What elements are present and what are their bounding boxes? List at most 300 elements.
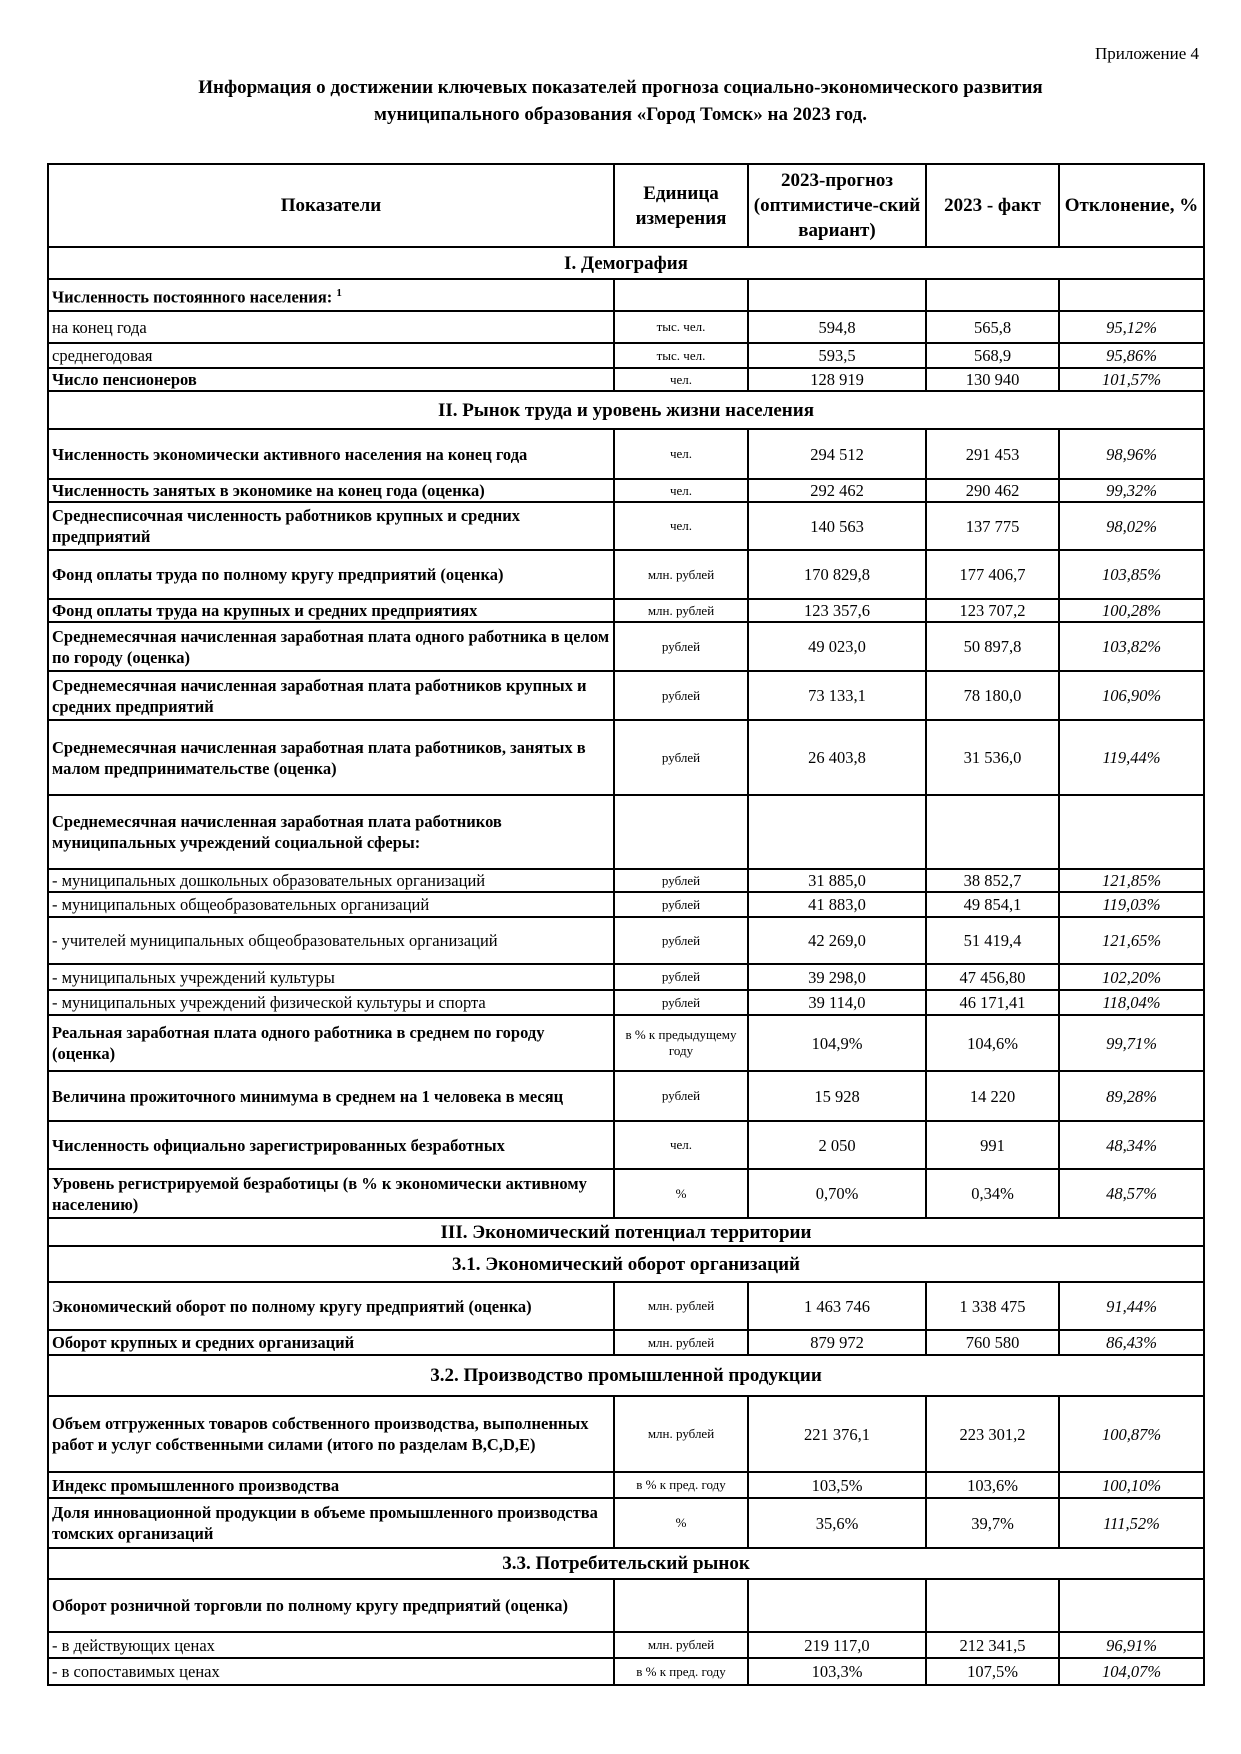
indicator-cell-text: - муниципальных дошкольных образовательных организаций bbox=[52, 871, 486, 890]
indicator-cell-text: Среднемесячная начисленная заработная плата работников, занятых в малом предпринимательстве (оценка) bbox=[52, 737, 586, 778]
deviation-cell-text: 118,04% bbox=[1102, 993, 1161, 1012]
forecast-cell-text: 593,5 bbox=[818, 346, 856, 365]
deviation-cell bbox=[1059, 502, 1204, 550]
fact-cell bbox=[926, 1282, 1059, 1330]
unit-cell bbox=[614, 795, 748, 869]
deviation-cell-text: 86,43% bbox=[1106, 1333, 1157, 1352]
deviation-cell bbox=[1059, 550, 1204, 599]
unit-cell bbox=[614, 1015, 748, 1071]
indicator-cell bbox=[48, 622, 614, 671]
table-row bbox=[48, 1396, 1204, 1472]
forecast-cell bbox=[748, 990, 926, 1015]
section-title: III. Экономический потенциал территории bbox=[48, 1218, 1204, 1246]
table-row bbox=[48, 599, 1204, 622]
fact-cell-text: 39,7% bbox=[971, 1513, 1014, 1533]
header-indicator: Показатели bbox=[48, 164, 614, 247]
fact-cell-text: 104,6% bbox=[967, 1033, 1018, 1053]
fact-cell-text: 760 580 bbox=[965, 1333, 1020, 1352]
deviation-cell-text: 104,07% bbox=[1101, 1662, 1162, 1681]
unit-cell-text: тыс. чел. bbox=[656, 319, 706, 334]
fact-cell bbox=[926, 1121, 1059, 1169]
unit-cell-text: чел. bbox=[669, 482, 693, 498]
deviation-cell bbox=[1059, 368, 1204, 391]
forecast-cell bbox=[748, 720, 926, 795]
unit-cell bbox=[614, 550, 748, 599]
indicator-cell bbox=[48, 429, 614, 479]
forecast-cell bbox=[748, 368, 926, 391]
indicator-cell-text: Оборот розничной торговли по полному кругу предприятий (оценка) bbox=[52, 1596, 569, 1615]
unit-cell bbox=[614, 502, 748, 550]
indicator-cell bbox=[48, 550, 614, 599]
deviation-cell-text: 48,34% bbox=[1106, 1135, 1157, 1155]
table-row bbox=[48, 1498, 1204, 1548]
fact-cell-text: 78 180,0 bbox=[963, 686, 1022, 705]
deviation-cell bbox=[1059, 869, 1204, 892]
appendix-label: Приложение 4 bbox=[1095, 44, 1199, 63]
forecast-cell bbox=[748, 671, 926, 720]
deviation-cell bbox=[1059, 479, 1204, 502]
deviation-cell bbox=[1059, 1632, 1204, 1658]
unit-cell-text: чел. bbox=[669, 518, 693, 533]
forecast-cell-text: 128 919 bbox=[810, 370, 864, 389]
forecast-cell-text: 31 885,0 bbox=[808, 871, 866, 890]
indicator-cell-text: Среднемесячная начисленная заработная плата работников муниципальных учреждений социальной сферы: bbox=[52, 812, 502, 852]
unit-cell-text: млн. рублей bbox=[647, 1637, 715, 1652]
table-row bbox=[48, 1579, 1204, 1632]
section-row bbox=[48, 247, 1204, 279]
fact-cell-text: 47 456,80 bbox=[959, 967, 1026, 987]
forecast-cell-text: 140 563 bbox=[810, 516, 864, 536]
forecast-cell bbox=[748, 429, 926, 479]
fact-cell bbox=[926, 720, 1059, 795]
fact-cell-text: 212 341,5 bbox=[959, 1635, 1026, 1655]
table-row bbox=[48, 343, 1204, 368]
indicator-cell bbox=[48, 1330, 614, 1355]
deviation-cell-text: 99,32% bbox=[1106, 481, 1157, 500]
header-forecast: 2023-прогноз (оптимистиче-ский вариант) bbox=[748, 164, 926, 247]
table-row bbox=[48, 892, 1204, 917]
indicator-cell-text: Численность занятых в экономике на конец года (оценка) bbox=[52, 481, 485, 500]
unit-cell bbox=[614, 479, 748, 502]
table-row bbox=[48, 1472, 1204, 1498]
fact-cell bbox=[926, 1330, 1059, 1355]
deviation-cell-text: 119,44% bbox=[1102, 748, 1161, 767]
fact-cell bbox=[926, 550, 1059, 599]
forecast-cell-text: 49 023,0 bbox=[808, 637, 866, 656]
unit-cell-text: % bbox=[675, 1185, 687, 1201]
unit-cell-text: рублей bbox=[661, 994, 701, 1010]
unit-cell bbox=[614, 1498, 748, 1548]
indicator-cell bbox=[48, 1015, 614, 1071]
forecast-cell-text: 41 883,0 bbox=[808, 895, 866, 914]
table-row bbox=[48, 479, 1204, 502]
unit-cell-text: рублей bbox=[661, 932, 701, 948]
fact-cell bbox=[926, 1658, 1059, 1685]
indicator-cell-text: Число пенсионеров bbox=[52, 370, 197, 389]
fact-cell bbox=[926, 1472, 1059, 1498]
unit-cell-text: в % к пред. году bbox=[636, 1663, 726, 1679]
indicator-cell bbox=[48, 1658, 614, 1685]
forecast-cell-text: 294 512 bbox=[810, 444, 864, 464]
unit-cell-text: рублей bbox=[661, 896, 701, 912]
indicator-cell bbox=[48, 720, 614, 795]
section-title: 3.1. Экономический оборот организаций bbox=[48, 1246, 1204, 1282]
fact-cell bbox=[926, 671, 1059, 720]
section-row bbox=[48, 1246, 1204, 1282]
indicator-cell bbox=[48, 368, 614, 391]
forecast-cell bbox=[748, 1282, 926, 1330]
indicator-cell bbox=[48, 1632, 614, 1658]
unit-cell bbox=[614, 1071, 748, 1121]
table-row bbox=[48, 311, 1204, 343]
deviation-cell bbox=[1059, 917, 1204, 964]
indicator-cell bbox=[48, 1472, 614, 1498]
fact-cell-text: 51 419,4 bbox=[963, 931, 1022, 950]
unit-cell bbox=[614, 892, 748, 917]
deviation-cell-text: 106,90% bbox=[1101, 686, 1162, 705]
forecast-cell-text: 26 403,8 bbox=[808, 748, 866, 767]
deviation-cell-text: 98,02% bbox=[1106, 516, 1157, 536]
unit-cell bbox=[614, 671, 748, 720]
forecast-cell bbox=[748, 1121, 926, 1169]
indicator-cell-text: Среднемесячная начисленная заработная плата работников крупных и средних предприятий bbox=[52, 675, 587, 716]
footnote-marker: 1 bbox=[336, 286, 342, 299]
forecast-cell-text: 594,8 bbox=[818, 317, 856, 337]
indicator-cell-text: Индекс промышленного производства bbox=[52, 1475, 340, 1495]
deviation-cell-text: 89,28% bbox=[1106, 1086, 1157, 1106]
table-row bbox=[48, 429, 1204, 479]
section-title: 3.3. Потребительский рынок bbox=[48, 1548, 1204, 1579]
unit-cell bbox=[614, 1632, 748, 1658]
indicator-cell bbox=[48, 1579, 614, 1632]
fact-cell bbox=[926, 1169, 1059, 1218]
fact-cell-text: 103,6% bbox=[967, 1475, 1018, 1495]
indicator-cell-text: - в действующих ценах bbox=[52, 1635, 215, 1655]
fact-cell bbox=[926, 279, 1059, 311]
unit-cell bbox=[614, 599, 748, 622]
title-line-1: Информация о достижении ключевых показателей прогноза социально-экономического развития bbox=[198, 77, 1043, 98]
table-row bbox=[48, 671, 1204, 720]
forecast-cell bbox=[748, 622, 926, 671]
forecast-cell bbox=[748, 1472, 926, 1498]
forecast-cell bbox=[748, 550, 926, 599]
deviation-cell-text: 103,85% bbox=[1101, 565, 1162, 584]
table-row bbox=[48, 795, 1204, 869]
fact-cell bbox=[926, 599, 1059, 622]
table-row bbox=[48, 1169, 1204, 1218]
indicator-cell-text: Фонд оплаты труда на крупных и средних предприятиях bbox=[52, 601, 478, 620]
forecast-cell-text: 42 269,0 bbox=[808, 931, 866, 950]
indicator-cell-text: Численность постоянного населения: bbox=[52, 287, 333, 307]
forecast-cell-text: 104,9% bbox=[811, 1033, 863, 1053]
deviation-cell-text: 95,86% bbox=[1106, 346, 1157, 365]
indicator-cell bbox=[48, 671, 614, 720]
unit-cell-text: чел. bbox=[669, 371, 693, 387]
forecast-cell-text: 35,6% bbox=[815, 1513, 859, 1533]
forecast-cell-text: 0,70% bbox=[815, 1184, 859, 1203]
fact-cell bbox=[926, 311, 1059, 343]
unit-cell bbox=[614, 1396, 748, 1472]
forecast-cell bbox=[748, 343, 926, 368]
fact-cell-text: 46 171,41 bbox=[959, 993, 1026, 1012]
section-title: I. Демография bbox=[48, 247, 1204, 279]
deviation-cell bbox=[1059, 964, 1204, 990]
forecast-cell bbox=[748, 1169, 926, 1218]
deviation-cell-text: 121,65% bbox=[1101, 931, 1162, 950]
fact-cell bbox=[926, 1632, 1059, 1658]
unit-cell bbox=[614, 368, 748, 391]
table-row bbox=[48, 1330, 1204, 1355]
deviation-cell bbox=[1059, 1282, 1204, 1330]
deviation-cell-text: 48,57% bbox=[1106, 1184, 1157, 1203]
forecast-cell-text: 15 928 bbox=[814, 1086, 860, 1106]
forecast-cell bbox=[748, 311, 926, 343]
indicators-table bbox=[47, 163, 1205, 1686]
unit-cell bbox=[614, 964, 748, 990]
indicator-cell bbox=[48, 1169, 614, 1218]
fact-cell-text: 991 bbox=[980, 1135, 1005, 1155]
fact-cell bbox=[926, 479, 1059, 502]
section-title: 3.2. Производство промышленной продукции bbox=[48, 1355, 1204, 1396]
indicator-cell-text: - в сопоставимых ценах bbox=[52, 1662, 220, 1681]
forecast-cell-text: 1 463 746 bbox=[804, 1296, 870, 1316]
unit-cell-text: тыс. чел. bbox=[656, 347, 706, 363]
forecast-cell bbox=[748, 917, 926, 964]
forecast-cell-text: 170 829,8 bbox=[804, 565, 870, 584]
table-row bbox=[48, 869, 1204, 892]
forecast-cell-text: 73 133,1 bbox=[808, 686, 866, 705]
forecast-cell bbox=[748, 1658, 926, 1685]
indicator-cell bbox=[48, 279, 614, 311]
table-row bbox=[48, 502, 1204, 550]
indicator-cell bbox=[48, 1071, 614, 1121]
deviation-cell-text: 111,52% bbox=[1103, 1513, 1160, 1533]
forecast-cell bbox=[748, 1330, 926, 1355]
fact-cell-text: 107,5% bbox=[967, 1662, 1018, 1681]
fact-cell bbox=[926, 990, 1059, 1015]
deviation-cell bbox=[1059, 311, 1204, 343]
forecast-cell bbox=[748, 1071, 926, 1121]
deviation-cell-text: 100,87% bbox=[1101, 1424, 1162, 1444]
unit-cell-text: рублей bbox=[661, 687, 701, 703]
forecast-cell-text: 103,5% bbox=[811, 1475, 863, 1495]
indicator-cell bbox=[48, 599, 614, 622]
section-title: II. Рынок труда и уровень жизни населения bbox=[48, 391, 1204, 429]
indicator-cell-text: - муниципальных общеобразовательных организаций bbox=[52, 895, 430, 914]
deviation-cell-text: 103,82% bbox=[1101, 637, 1162, 656]
fact-cell-text: 49 854,1 bbox=[963, 895, 1022, 914]
indicator-cell-text: Экономический оборот по полному кругу предприятий (оценка) bbox=[52, 1296, 532, 1316]
indicator-cell-text: - муниципальных учреждений культуры bbox=[52, 967, 335, 987]
fact-cell-text: 290 462 bbox=[965, 481, 1020, 500]
indicator-cell-text: Реальная заработная плата одного работника в среднем по городу (оценка) bbox=[52, 1023, 545, 1063]
table-row bbox=[48, 1121, 1204, 1169]
unit-cell bbox=[614, 279, 748, 311]
deviation-cell bbox=[1059, 671, 1204, 720]
fact-cell bbox=[926, 368, 1059, 391]
indicator-cell bbox=[48, 1121, 614, 1169]
unit-cell-text: чел. bbox=[669, 1137, 693, 1152]
unit-cell bbox=[614, 311, 748, 343]
unit-cell-text: млн. рублей bbox=[647, 1298, 715, 1313]
indicator-cell bbox=[48, 892, 614, 917]
deviation-cell bbox=[1059, 622, 1204, 671]
forecast-cell-text: 219 117,0 bbox=[804, 1635, 870, 1655]
deviation-cell bbox=[1059, 429, 1204, 479]
forecast-cell-text: 2 050 bbox=[818, 1135, 856, 1155]
indicator-cell-text: Численность экономически активного населения на конец года bbox=[52, 444, 528, 464]
table-row bbox=[48, 368, 1204, 391]
fact-cell bbox=[926, 343, 1059, 368]
fact-cell-text: 177 406,7 bbox=[959, 565, 1026, 584]
indicator-cell-text: Среднемесячная начисленная заработная плата одного работника в целом по городу (оценка) bbox=[52, 626, 610, 667]
unit-cell-text: рублей bbox=[661, 969, 701, 984]
forecast-cell bbox=[748, 599, 926, 622]
unit-cell bbox=[614, 1121, 748, 1169]
unit-cell-text: рублей bbox=[661, 1088, 701, 1103]
fact-cell-text: 223 301,2 bbox=[959, 1424, 1026, 1444]
table-row bbox=[48, 622, 1204, 671]
fact-cell-text: 123 707,2 bbox=[959, 601, 1026, 620]
forecast-cell bbox=[748, 1498, 926, 1548]
unit-cell bbox=[614, 1658, 748, 1685]
deviation-cell bbox=[1059, 990, 1204, 1015]
indicator-cell bbox=[48, 1396, 614, 1472]
fact-cell bbox=[926, 1071, 1059, 1121]
unit-cell-text: рублей bbox=[661, 872, 701, 888]
deviation-cell bbox=[1059, 1169, 1204, 1218]
forecast-cell-text: 879 972 bbox=[810, 1333, 864, 1352]
fact-cell-text: 137 775 bbox=[965, 516, 1020, 536]
fact-cell bbox=[926, 1498, 1059, 1548]
forecast-cell-text: 123 357,6 bbox=[804, 601, 870, 620]
table-row bbox=[48, 1632, 1204, 1658]
deviation-cell-text: 95,12% bbox=[1106, 317, 1157, 337]
title-line-2: муниципального образования «Город Томск» на 2023 год. bbox=[374, 104, 867, 125]
deviation-cell bbox=[1059, 1658, 1204, 1685]
fact-cell bbox=[926, 502, 1059, 550]
deviation-cell-text: 100,28% bbox=[1101, 601, 1162, 620]
unit-cell bbox=[614, 917, 748, 964]
deviation-cell bbox=[1059, 1498, 1204, 1548]
table-row bbox=[48, 990, 1204, 1015]
fact-cell bbox=[926, 917, 1059, 964]
deviation-cell bbox=[1059, 892, 1204, 917]
document-title bbox=[0, 74, 1241, 128]
fact-cell bbox=[926, 795, 1059, 869]
indicator-cell bbox=[48, 1282, 614, 1330]
forecast-cell bbox=[748, 479, 926, 502]
forecast-cell bbox=[748, 279, 926, 311]
unit-cell bbox=[614, 622, 748, 671]
forecast-cell-text: 221 376,1 bbox=[804, 1424, 870, 1444]
fact-cell-text: 291 453 bbox=[965, 444, 1020, 464]
fact-cell bbox=[926, 622, 1059, 671]
forecast-cell bbox=[748, 1632, 926, 1658]
fact-cell-text: 14 220 bbox=[969, 1086, 1016, 1106]
header-fact: 2023 - факт bbox=[926, 164, 1059, 247]
table-row bbox=[48, 279, 1204, 311]
indicator-cell bbox=[48, 502, 614, 550]
fact-cell bbox=[926, 869, 1059, 892]
indicator-cell-text: Численность официально зарегистрированных безработных bbox=[52, 1135, 505, 1155]
fact-cell-text: 31 536,0 bbox=[963, 748, 1022, 767]
unit-cell-text: рублей bbox=[661, 749, 701, 765]
indicator-cell-text: Среднесписочная численность работников крупных и средних предприятий bbox=[52, 506, 521, 546]
deviation-cell bbox=[1059, 1579, 1204, 1632]
unit-cell bbox=[614, 429, 748, 479]
fact-cell-text: 1 338 475 bbox=[959, 1296, 1026, 1316]
unit-cell bbox=[614, 1282, 748, 1330]
indicator-cell-text: Величина прожиточного минимума в среднем на 1 человека в месяц bbox=[52, 1086, 564, 1106]
unit-cell-text: в % к пред. году bbox=[636, 1477, 726, 1492]
deviation-cell bbox=[1059, 599, 1204, 622]
unit-cell-text: % bbox=[675, 1515, 687, 1530]
header-unit: Единица измерения bbox=[614, 164, 748, 247]
indicator-cell-text: среднегодовая bbox=[52, 346, 153, 365]
table-header-row bbox=[48, 164, 1204, 247]
header-deviation: Отклонение, % bbox=[1059, 164, 1204, 247]
deviation-cell bbox=[1059, 795, 1204, 869]
deviation-cell bbox=[1059, 1396, 1204, 1472]
fact-cell-text: 565,8 bbox=[973, 317, 1012, 337]
fact-cell bbox=[926, 1396, 1059, 1472]
indicator-cell-text: Доля инновационной продукции в объеме промышленного производства томских организаций bbox=[52, 1503, 598, 1543]
table-row bbox=[48, 964, 1204, 990]
indicator-cell-text: Объем отгруженных товаров собственного производства, выполненных работ и услуг собственными силами (итого по разделам B,C,D,E) bbox=[52, 1414, 589, 1454]
unit-cell bbox=[614, 1472, 748, 1498]
indicator-cell bbox=[48, 343, 614, 368]
deviation-cell bbox=[1059, 1330, 1204, 1355]
fact-cell-text: 130 940 bbox=[965, 370, 1020, 389]
section-row bbox=[48, 1355, 1204, 1396]
unit-cell bbox=[614, 990, 748, 1015]
deviation-cell-text: 119,03% bbox=[1102, 895, 1161, 914]
section-row bbox=[48, 391, 1204, 429]
deviation-cell-text: 100,10% bbox=[1101, 1475, 1162, 1495]
table-row bbox=[48, 1658, 1204, 1685]
deviation-cell bbox=[1059, 1472, 1204, 1498]
deviation-cell bbox=[1059, 279, 1204, 311]
deviation-cell-text: 121,85% bbox=[1101, 871, 1162, 890]
deviation-cell-text: 96,91% bbox=[1106, 1635, 1157, 1655]
unit-cell bbox=[614, 869, 748, 892]
section-row bbox=[48, 1218, 1204, 1246]
deviation-cell-text: 102,20% bbox=[1101, 967, 1162, 987]
unit-cell bbox=[614, 1330, 748, 1355]
deviation-cell-text: 91,44% bbox=[1106, 1296, 1157, 1316]
indicator-cell bbox=[48, 990, 614, 1015]
fact-cell-text: 50 897,8 bbox=[963, 637, 1022, 656]
forecast-cell-text: 39 114,0 bbox=[808, 993, 866, 1012]
deviation-cell bbox=[1059, 1015, 1204, 1071]
unit-cell-text: млн. рублей bbox=[647, 1334, 715, 1350]
deviation-cell bbox=[1059, 343, 1204, 368]
fact-cell bbox=[926, 1579, 1059, 1632]
table-row bbox=[48, 720, 1204, 795]
deviation-cell bbox=[1059, 720, 1204, 795]
unit-cell bbox=[614, 1579, 748, 1632]
deviation-cell bbox=[1059, 1071, 1204, 1121]
forecast-cell-text: 39 298,0 bbox=[808, 967, 866, 987]
fact-cell-text: 568,9 bbox=[973, 346, 1012, 365]
fact-cell bbox=[926, 892, 1059, 917]
fact-cell bbox=[926, 964, 1059, 990]
unit-cell-text: в % к предыдущему году bbox=[625, 1027, 737, 1058]
indicator-cell-text: на конец года bbox=[52, 317, 147, 337]
forecast-cell bbox=[748, 964, 926, 990]
unit-cell-text: млн. рублей bbox=[647, 1426, 715, 1441]
